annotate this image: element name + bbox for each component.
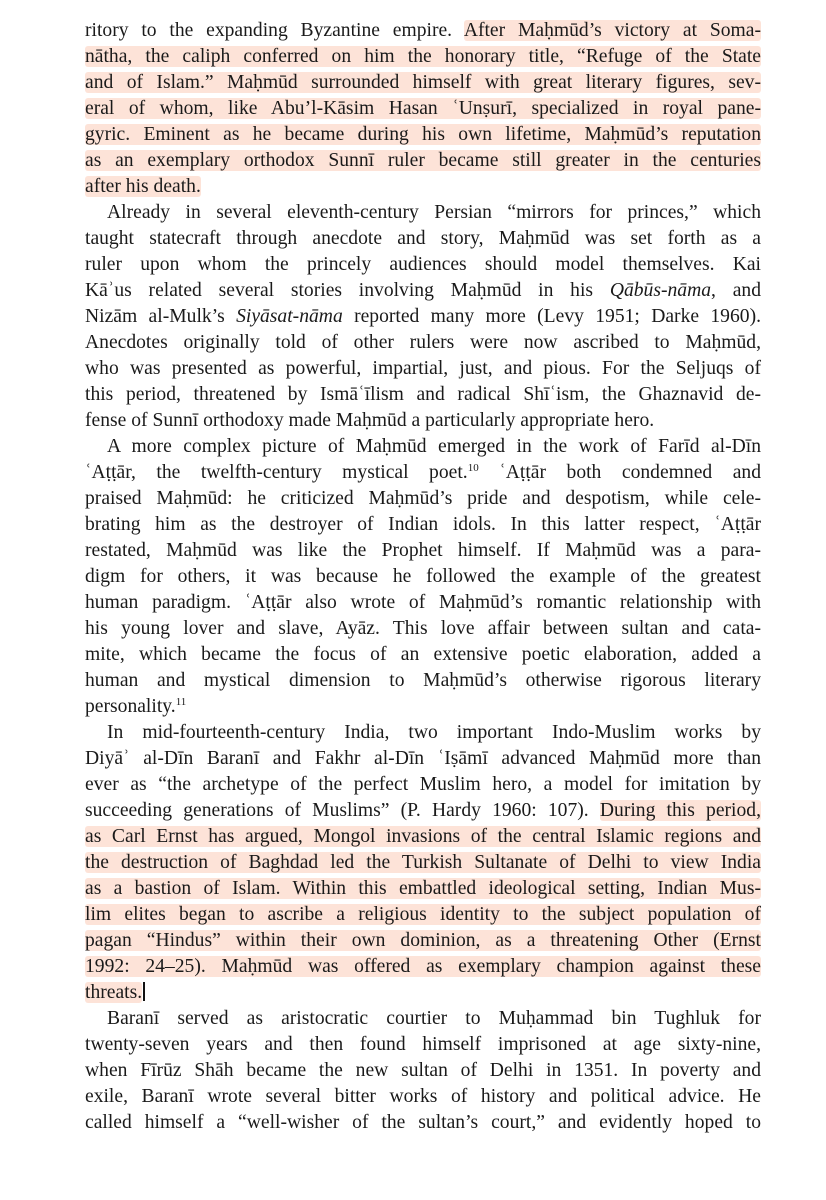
footnote-ref-10[interactable]: 10	[467, 462, 479, 474]
text-line	[85, 564, 761, 590]
text-line	[85, 356, 761, 382]
text-span: ʿAṭṭār both condemned and	[478, 462, 761, 483]
paragraph-first-line	[107, 434, 761, 460]
text-span: taught statecraft through anecdote and story, Maḥmūd was set forth as a	[85, 228, 761, 249]
text-span: ʿAṭṭār, the twelfth-century mystical poet.	[85, 462, 468, 483]
text-line	[85, 486, 761, 512]
highlighted-text[interactable]: and of Islam.” Maḥmūd surrounded himself with great literary figures, sev-	[85, 72, 761, 93]
text-span: praised Maḥmūd: he criticized Maḥmūd’s pride and despotism, while cele-	[85, 488, 761, 509]
text-span: personality.	[85, 696, 176, 717]
text-span: fense of Sunnī orthodoxy made Maḥmūd a particularly appropriate hero.	[85, 410, 655, 431]
text-span: ruler upon whom the princely audiences should model themselves. Kai	[85, 254, 761, 275]
book-title: Siyāsat-nāma	[236, 306, 343, 327]
text-line	[85, 148, 761, 174]
text-line	[85, 668, 761, 694]
text-span: who was presented as powerful, impartial, just, and pious. For the Seljuqs of	[85, 358, 761, 379]
text-line	[85, 96, 761, 122]
text-span: brating him as the destroyer of Indian idols. In this latter respect, ʿAṭṭār	[85, 514, 761, 535]
text-span: this period, threatened by Ismāʿīlism and radical Shīʿism, the Ghaznavid de-	[85, 384, 761, 405]
text-span: Nizām al-Mulk’s	[85, 306, 237, 327]
text-line	[85, 278, 761, 304]
highlighted-text[interactable]: 1992: 24–25). Maḥmūd was offered as exemplary champion against these	[85, 956, 761, 977]
text-line	[85, 1032, 761, 1058]
text-span: twenty-seven years and then found himself imprisoned at age sixty-nine,	[85, 1034, 761, 1055]
text-line	[85, 174, 761, 200]
text-line	[85, 980, 761, 1006]
text-span: reported many more (Levy 1951; Darke 1960).	[342, 306, 761, 327]
text-span: mite, which became the focus of an extensive poetic elaboration, added a	[85, 644, 761, 665]
paragraph-first-line	[107, 200, 761, 226]
highlighted-text[interactable]: gyric. Eminent as he became during his own lifetime, Maḥmūd’s reputation	[85, 124, 761, 145]
highlighted-text[interactable]: the destruction of Baghdad led the Turkish Sultanate of Delhi to view India	[85, 852, 761, 873]
text-line	[85, 642, 761, 668]
text-line	[85, 226, 761, 252]
text-span: human paradigm. ʿAṭṭār also wrote of Maḥmūd’s romantic relationship with	[85, 592, 761, 613]
text-line	[85, 512, 761, 538]
text-span: A more complex picture of Maḥmūd emerged in the work of Farīd al-Dīn	[107, 436, 761, 457]
highlighted-text[interactable]: as Carl Ernst has argued, Mongol invasions of the central Islamic regions and	[85, 826, 761, 847]
highlighted-text[interactable]: as a bastion of Islam. Within this embattled ideological setting, Indian Mus-	[85, 878, 761, 899]
text-line	[85, 382, 761, 408]
text-line	[85, 460, 761, 486]
highlighted-text[interactable]: eral of whom, like Abu’l-Kāsim Hasan ʿUnṣurī, specialized in royal pane-	[85, 98, 761, 119]
text-span: In mid-fourteenth-century India, two important Indo-Muslim works by	[107, 722, 761, 743]
text-line	[85, 408, 761, 434]
text-span: Anecdotes originally told of other rulers were now ascribed to Maḥmūd,	[85, 332, 761, 353]
text-line	[85, 538, 761, 564]
text-line	[85, 1110, 761, 1136]
text-line	[85, 122, 761, 148]
text-span: his young lover and slave, Ayāz. This love affair between sultan and cata-	[85, 618, 761, 639]
text-span: restated, Maḥmūd was like the Prophet himself. If Maḥmūd was a para-	[85, 540, 761, 561]
text-line	[85, 304, 761, 330]
text-line	[85, 772, 761, 798]
text-line	[85, 1058, 761, 1084]
text-span: called himself a “well-wisher of the sultan’s court,” and evidently hoped to	[85, 1112, 761, 1133]
highlighted-text[interactable]: lim elites began to ascribe a religious identity to the subject population of	[85, 904, 761, 925]
text-line	[85, 330, 761, 356]
text-span: , and	[711, 280, 761, 301]
text-span: Baranī served as aristocratic courtier to Muḥammad bin Tughluk for	[107, 1008, 761, 1029]
text-line	[85, 590, 761, 616]
text-span: when Fīrūz Shāh became the new sultan of Delhi in 1351. In poverty and	[85, 1060, 761, 1081]
text-line	[85, 954, 761, 980]
highlighted-text[interactable]: After Maḥmūd’s victory at Soma-	[463, 20, 761, 41]
highlighted-text[interactable]: threats.	[85, 982, 143, 1003]
text-line	[85, 876, 761, 902]
text-line	[85, 928, 761, 954]
text-span: digm for others, it was because he followed the example of the greatest	[85, 566, 761, 587]
text-span: ever as “the archetype of the perfect Muslim hero, a model for imitation by	[85, 774, 761, 795]
text-span: Diyāʾ al-Dīn Baranī and Fakhr al-Dīn ʿIṣāmī advanced Maḥmūd more than	[85, 748, 761, 769]
highlighted-text[interactable]: as an exemplary orthodox Sunnī ruler became still greater in the centuries	[85, 150, 761, 171]
text-line	[85, 824, 761, 850]
text-line	[85, 1084, 761, 1110]
text-span: Kāʾus related several stories involving Maḥmūd in his	[85, 280, 610, 301]
book-title: Qābūs-nāma	[609, 280, 712, 301]
highlighted-text[interactable]: after his death.	[85, 176, 201, 197]
text-span: Already in several eleventh-century Persian “mirrors for princes,” which	[107, 202, 761, 223]
text-span: succeeding generations of Muslims” (P. Hardy 1960: 107).	[85, 800, 600, 821]
text-span: human and mystical dimension to Maḥmūd’s otherwise rigorous literary	[85, 670, 761, 691]
highlighted-text[interactable]: pagan “Hindus” within their own dominion, as a threatening Other (Ernst	[85, 930, 761, 951]
footnote-ref-11[interactable]: 11	[175, 696, 187, 708]
text-line	[85, 252, 761, 278]
text-line	[85, 798, 761, 824]
highlighted-text[interactable]: nātha, the caliph conferred on him the honorary title, “Refuge of the State	[85, 46, 761, 67]
highlighted-text[interactable]: During this period,	[599, 800, 761, 821]
text-line	[85, 694, 761, 720]
paragraph-first-line	[107, 1006, 761, 1032]
text-span: exile, Baranī wrote several bitter works of history and political advice. He	[85, 1086, 761, 1107]
text-line	[85, 18, 761, 44]
text-span: ritory to the expanding Byzantine empire.	[85, 20, 464, 41]
text-line	[85, 746, 761, 772]
text-line	[85, 70, 761, 96]
text-line	[85, 44, 761, 70]
text-line	[85, 902, 761, 928]
text-line	[85, 616, 761, 642]
text-cursor	[143, 982, 145, 1001]
text-line	[85, 850, 761, 876]
paragraph-first-line	[107, 720, 761, 746]
